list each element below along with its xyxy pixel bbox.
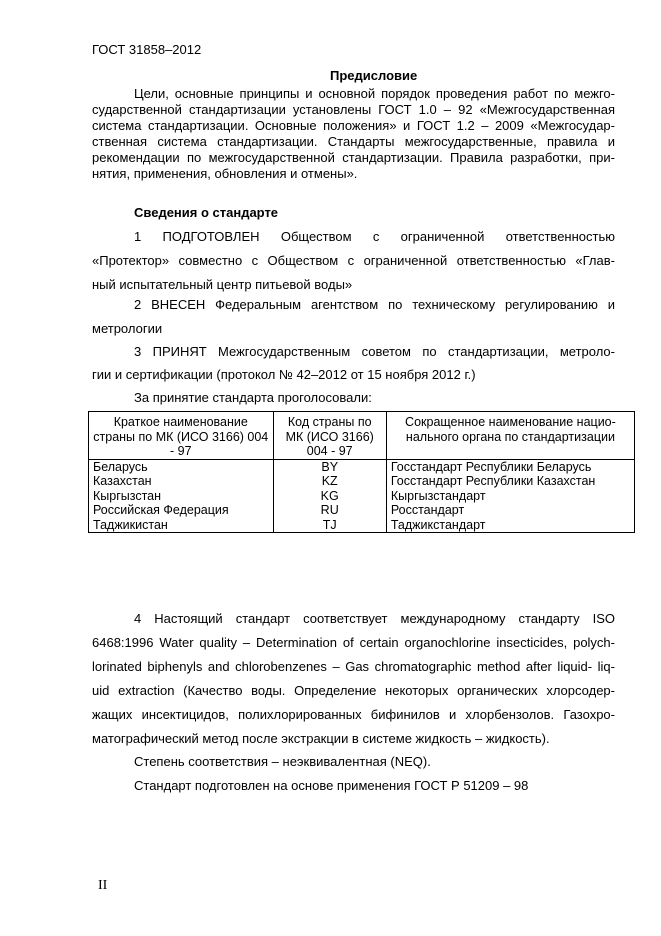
table-row: [89, 489, 635, 504]
preface-line: ственная система стандартизации. Стандарты межгосударственные, правила и: [92, 134, 615, 149]
table-cell-body: Госстандарт Республики Казахстан: [386, 474, 634, 489]
item1-line: «Протектор» совместно с Обществом с ограниченной ответственностью «Глав-: [92, 253, 615, 268]
table-row: [89, 459, 635, 474]
preface-line: Цели, основные принципы и основной порядок проведения работ по межго-: [134, 86, 615, 101]
voted-caption: За принятие стандарта проголосовали:: [134, 390, 372, 405]
conformity-degree: Степень соответствия – неэквивалентная (NEQ).: [134, 754, 431, 769]
item1-line: ный испытательный центр питьевой воды»: [92, 277, 353, 292]
item3-line: гии и сертификации (протокол № 42–2012 от 15 ноября 2012 г.): [92, 367, 476, 382]
table-cell-body: Кыргызстандарт: [386, 489, 634, 504]
table-cell-country: Российская Федерация: [89, 503, 274, 518]
table-header: Сокращенное наименование нацио-нального органа по стандартизации: [386, 412, 634, 460]
item4-line: матографический метод после экстракции в системе жидкость – жидкость).: [92, 731, 550, 746]
item4-line: 4 Настоящий стандарт соответствует международному стандарту ISO: [134, 611, 615, 626]
table-cell-country: Таджикистан: [89, 518, 274, 533]
preface-line: сударственной стандартизации установлены ГОСТ 1.0 – 92 «Межгосударственная: [92, 102, 615, 117]
table-cell-body: Таджикстандарт: [386, 518, 634, 533]
item2-line: метрологии: [92, 321, 163, 336]
table-cell-code: BY: [273, 459, 386, 474]
table-cell-code: TJ: [273, 518, 386, 533]
table-cell-country: Казахстан: [89, 474, 274, 489]
table-cell-country: Кыргызстан: [89, 489, 274, 504]
table-cell-body: Росстандарт: [386, 503, 634, 518]
item4-line: uid extraction (Качество воды. Определение некоторых органических хлорсодер-: [92, 683, 615, 698]
table-row: [89, 474, 635, 489]
document-header: ГОСТ 31858–2012: [92, 42, 202, 57]
standard-basis: Стандарт подготовлен на основе применения ГОСТ Р 51209 – 98: [134, 778, 529, 793]
item3-line: 3 ПРИНЯТ Межгосударственным советом по стандартизации, метроло-: [134, 344, 615, 359]
table-cell-country: Беларусь: [89, 459, 274, 474]
table-row: [89, 503, 635, 518]
preface-line: рекомендации по межгосударственной стандартизации. Правила разработки, при-: [92, 150, 615, 165]
item2-line: 2 ВНЕСЕН Федеральным агентством по техническому регулированию и: [134, 297, 615, 312]
table-cell-body: Госстандарт Республики Беларусь: [386, 459, 634, 474]
table-header: Код страны по МК (ИСО 3166) 004 - 97: [273, 412, 386, 460]
item1-line: 1 ПОДГОТОВЛЕН Обществом с ограниченной ответственностью: [134, 229, 615, 244]
table-header: Краткое наименование страны по МК (ИСО 3166) 004 - 97: [89, 412, 274, 460]
preface-title: Предисловие: [330, 68, 418, 83]
info-title: Сведения о стандарте: [134, 205, 279, 220]
item4-line: lorinated biphenyls and chlorobenzenes – Gas chromatographic method after liquid- liq-: [92, 659, 615, 674]
table-cell-code: KZ: [273, 474, 386, 489]
item4-line: жащих инсектицидов, полихлорированных бифинилов и хлорбензолов. Газохро-: [92, 707, 615, 722]
item4-line: 6468:1996 Water quality – Determination of certain organochlorine insecticides, polych-: [92, 635, 615, 650]
preface-line: нятия, применения, обновления и отмены».: [92, 166, 358, 181]
table-cell-code: RU: [273, 503, 386, 518]
page-number: II: [98, 878, 108, 893]
preface-line: система стандартизации. Основные положения» и ГОСТ 1.2 – 2009 «Межгосудар-: [92, 118, 615, 133]
table-row: [89, 518, 635, 533]
table-cell-code: KG: [273, 489, 386, 504]
table-header-row: [89, 412, 635, 460]
voting-table: [88, 411, 635, 533]
